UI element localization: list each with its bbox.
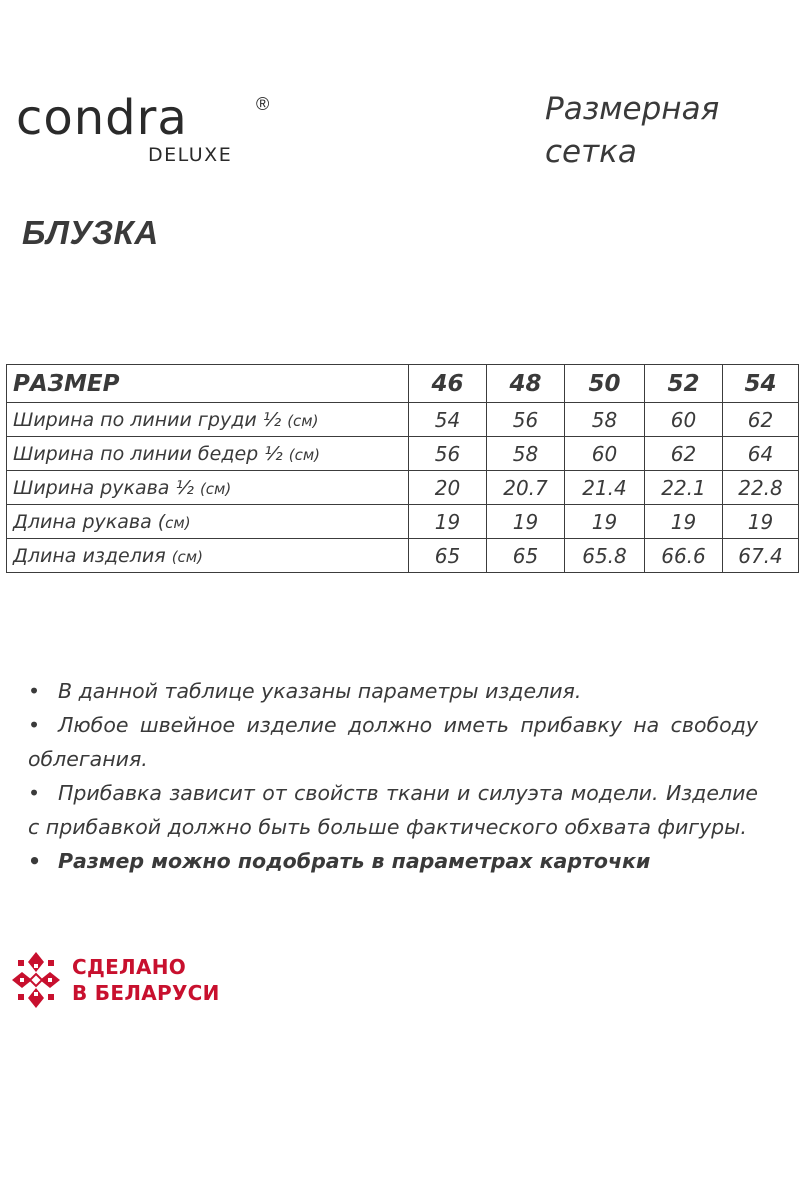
list-item — [28, 776, 758, 844]
size-50: 50 — [565, 365, 645, 403]
row-label — [7, 437, 409, 471]
table-cell: 65.8 — [565, 539, 645, 573]
row-label-text: Длина рукава ( — [13, 510, 166, 533]
table-cell: 19 — [487, 505, 565, 539]
table-row — [7, 403, 799, 437]
table-cell: 65 — [487, 539, 565, 573]
table-cell: 56 — [409, 437, 487, 471]
table-cell: 60 — [565, 437, 645, 471]
table-cell: 19 — [409, 505, 487, 539]
size-48: 48 — [487, 365, 565, 403]
bullet-icon: • — [28, 781, 41, 805]
note-text: В данной таблице указаны параметры изделия. — [58, 679, 582, 703]
note-text: Прибавка зависит от свойств ткани и силуэта модели. Изделие с прибавкой должно быть больше фактического обхвата фигуры. — [28, 781, 758, 839]
table-row — [7, 471, 799, 505]
table-cell: 67.4 — [723, 539, 799, 573]
made-in-line2: В БЕЛАРУСИ — [72, 981, 220, 1005]
row-unit: (см) — [199, 479, 232, 498]
bullet-icon: • — [28, 713, 41, 737]
table-cell: 19 — [723, 505, 799, 539]
table-row — [7, 505, 799, 539]
table-cell: 54 — [409, 403, 487, 437]
row-label-text: Ширина рукава ½ — [13, 476, 194, 499]
bullet-icon: • — [28, 849, 42, 873]
row-unit: (см) — [288, 445, 320, 464]
row-label-text: Ширина по линии груди ½ — [13, 408, 282, 431]
table-cell: 22.1 — [645, 471, 723, 505]
list-item — [28, 708, 758, 776]
table-cell: 19 — [645, 505, 723, 539]
brand-subtitle: DELUXE — [148, 144, 233, 166]
table-cell: 65 — [409, 539, 487, 573]
row-unit: (см) — [287, 411, 319, 430]
note-text: Размер можно подобрать в параметрах карточки — [58, 849, 651, 873]
notes-list — [28, 674, 758, 878]
table-cell: 19 — [565, 505, 645, 539]
belarus-ornament-icon — [8, 950, 64, 1010]
table-row — [7, 437, 799, 471]
size-header-label: РАЗМЕР — [7, 365, 409, 403]
table-cell: 20 — [409, 471, 487, 505]
list-item — [28, 844, 758, 878]
made-in-label — [72, 954, 220, 1006]
note-text: Любое швейное изделие должно иметь прибавку на свободу облегания. — [28, 713, 758, 771]
table-cell: 20.7 — [487, 471, 565, 505]
table-cell: 66.6 — [645, 539, 723, 573]
size-table-header — [7, 365, 799, 403]
table-cell: 62 — [723, 403, 799, 437]
row-label — [7, 403, 409, 437]
size-46: 46 — [409, 365, 487, 403]
table-cell: 62 — [645, 437, 723, 471]
table-cell: 58 — [565, 403, 645, 437]
row-label-text: Ширина по линии бедер ½ — [13, 442, 283, 465]
table-cell: 58 — [487, 437, 565, 471]
registered-mark: ® — [256, 94, 270, 114]
list-item — [28, 674, 758, 708]
row-label — [7, 471, 409, 505]
size-54: 54 — [723, 365, 799, 403]
product-name: БЛУЗКА — [22, 214, 159, 251]
bullet-icon: • — [28, 679, 41, 703]
table-cell: 22.8 — [723, 471, 799, 505]
document-title: Размерная сетка — [545, 91, 720, 170]
table-cell: 21.4 — [565, 471, 645, 505]
row-label-text: Длина изделия — [13, 544, 166, 567]
row-label — [7, 505, 409, 539]
made-in-line1: СДЕЛАНО — [72, 955, 187, 979]
table-cell: 56 — [487, 403, 565, 437]
table-cell: 60 — [645, 403, 723, 437]
table-row — [7, 539, 799, 573]
made-in-belarus-badge — [8, 950, 268, 1010]
size-table — [6, 364, 799, 573]
brand-logo — [16, 90, 276, 166]
row-unit: см) — [165, 513, 191, 532]
brand-name: condra — [16, 90, 188, 146]
table-cell: 64 — [723, 437, 799, 471]
row-label — [7, 539, 409, 573]
row-unit: (см) — [171, 547, 203, 566]
size-52: 52 — [645, 365, 723, 403]
